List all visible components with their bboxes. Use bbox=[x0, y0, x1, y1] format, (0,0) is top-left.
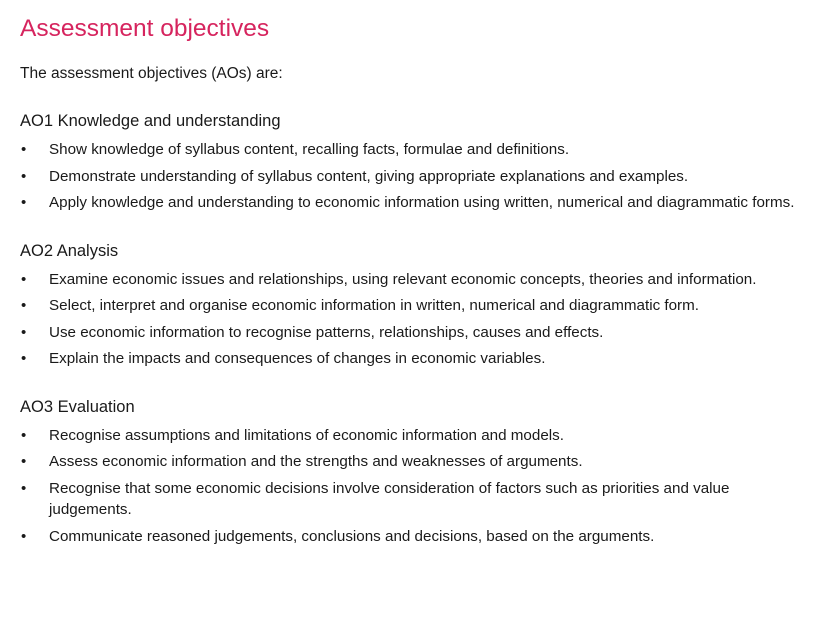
list-item bbox=[20, 192, 802, 214]
bullet-icon: • bbox=[21, 527, 27, 545]
list-item-text: Apply knowledge and understanding to economic information using written, numerical and diagrammatic forms. bbox=[49, 194, 795, 211]
bullet-list bbox=[20, 139, 802, 214]
intro-text: The assessment objectives (AOs) are: bbox=[20, 65, 283, 82]
list-item-text: Recognise assumptions and limitations of economic information and models. bbox=[49, 426, 564, 444]
list-item bbox=[20, 322, 802, 344]
bullet-icon: • bbox=[21, 323, 27, 341]
list-item-text: Communicate reasoned judgements, conclusions and decisions, based on the arguments. bbox=[49, 527, 655, 545]
list-item bbox=[20, 348, 802, 370]
bullet-icon: • bbox=[21, 194, 27, 211]
section-heading: AO3 Evaluation bbox=[20, 397, 135, 416]
bullet-icon: • bbox=[21, 270, 27, 288]
bullet-icon: • bbox=[21, 350, 27, 367]
list-item bbox=[20, 478, 802, 521]
list-item-text: Explain the impacts and consequences of changes in economic variables. bbox=[49, 350, 546, 367]
bullet-icon: • bbox=[21, 297, 27, 314]
list-item bbox=[20, 451, 802, 473]
section-heading: AO2 Analysis bbox=[20, 241, 119, 260]
list-item-text: Show knowledge of syllabus content, recalling facts, formulae and definitions. bbox=[49, 141, 570, 158]
section-ao2 bbox=[20, 240, 802, 370]
list-item bbox=[20, 166, 802, 188]
list-item bbox=[20, 139, 802, 161]
list-item bbox=[20, 526, 802, 548]
bullet-list bbox=[20, 425, 802, 548]
bullet-list bbox=[20, 269, 802, 370]
bullet-icon: • bbox=[21, 453, 27, 470]
list-item bbox=[20, 425, 802, 447]
section-ao1 bbox=[20, 110, 802, 214]
bullet-icon: • bbox=[21, 167, 27, 185]
list-item-text: Select, interpret and organise economic information in written, numerical and diagrammatic form. bbox=[49, 297, 699, 314]
bullet-icon: • bbox=[21, 141, 27, 158]
list-item-text: Examine economic issues and relationships, using relevant economic concepts, theories and information. bbox=[49, 270, 757, 288]
bullet-icon: • bbox=[21, 426, 27, 444]
list-item bbox=[20, 269, 802, 291]
list-item-text: Assess economic information and the strengths and weaknesses of arguments. bbox=[49, 453, 583, 470]
section-ao3 bbox=[20, 396, 802, 548]
list-item-text: Demonstrate understanding of syllabus content, giving appropriate explanations and examples. bbox=[49, 167, 689, 185]
section-heading: AO1 Knowledge and understanding bbox=[20, 112, 281, 130]
list-item bbox=[20, 295, 802, 317]
list-item-text: Use economic information to recognise patterns, relationships, causes and effects. bbox=[49, 323, 604, 341]
bullet-icon: • bbox=[21, 479, 27, 497]
page-title: Assessment objectives bbox=[20, 15, 270, 42]
list-item-text: Recognise that some economic decisions involve consideration of factors such as priorities and value judgements. bbox=[49, 479, 730, 518]
